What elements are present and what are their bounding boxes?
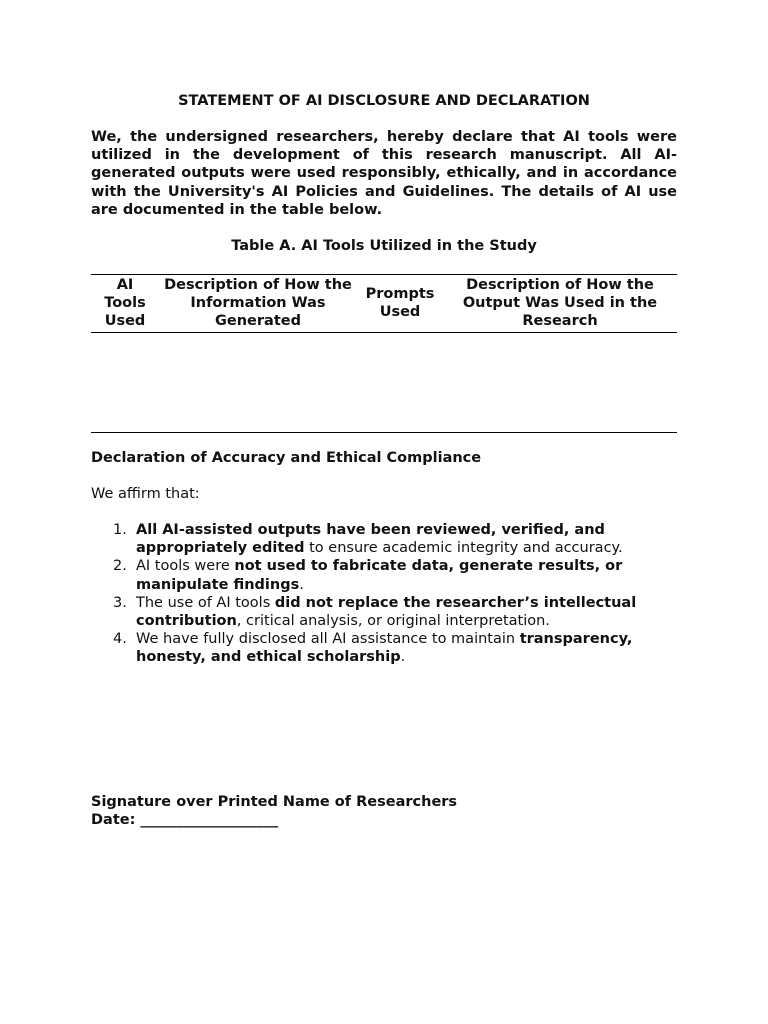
table-cell — [443, 333, 677, 433]
list-text: We have fully disclosed all AI assistance to maintain — [136, 631, 520, 648]
declaration-heading: Declaration of Accuracy and Ethical Compliance — [91, 450, 482, 466]
list-text: to ensure academic integrity and accuracy. — [304, 540, 623, 557]
list-number: 4. — [113, 631, 127, 648]
table-cell — [357, 333, 443, 433]
list-emphasis: not used to fabricate data, generate results, or manipulate findings — [136, 558, 623, 593]
table-caption: Table A. AI Tools Utilized in the Study — [231, 238, 537, 254]
list-number: 1. — [113, 522, 127, 538]
header-prompts: Prompts Used — [357, 275, 443, 333]
signature-label: Signature over Printed Name of Researchers — [91, 794, 458, 810]
table-row — [91, 333, 677, 433]
list-item — [91, 594, 677, 630]
list-item — [91, 521, 677, 557]
list-emphasis: All AI-assisted outputs have been reviewed, verified, and appropriately edited — [136, 522, 605, 557]
list-item — [91, 557, 677, 593]
list-item — [91, 630, 677, 666]
table-cell — [159, 333, 357, 433]
table-header-row — [91, 275, 677, 333]
list-number: 3. — [113, 594, 127, 611]
affirm-lead: We affirm that: — [91, 486, 200, 502]
list-emphasis: transparency, honesty, and ethical scholarship — [136, 631, 633, 666]
declaration-list — [91, 521, 677, 667]
header-output-used: Description of How the Output Was Used in the Research — [443, 275, 677, 333]
header-ai-tools: AI Tools Used — [91, 275, 159, 333]
list-text: , critical analysis, or original interpretation. — [236, 613, 550, 630]
list-text: . — [299, 576, 304, 593]
table-cell — [91, 333, 159, 433]
list-text: AI tools were — [136, 558, 235, 575]
document-title: STATEMENT OF AI DISCLOSURE AND DECLARATION — [178, 93, 590, 109]
date-field[interactable]: Date: ___________________ — [91, 812, 279, 828]
ai-tools-table — [91, 274, 677, 433]
list-text: . — [400, 649, 406, 666]
list-number: 2. — [113, 558, 127, 575]
list-text: The use of AI tools — [136, 594, 275, 611]
header-info-generated: Description of How the Information Was Generated — [159, 275, 357, 333]
list-emphasis: did not replace the researcher’s intellectual contribution — [136, 594, 637, 630]
intro-paragraph: We, the undersigned researchers, hereby declare that AI tools were utilized in the development of this research manuscript. All AI-generated outputs were used responsibly, ethically, and in accordance with the University's AI Policies and Guidelines. The details of AI use are documented in the table below. — [91, 129, 677, 218]
